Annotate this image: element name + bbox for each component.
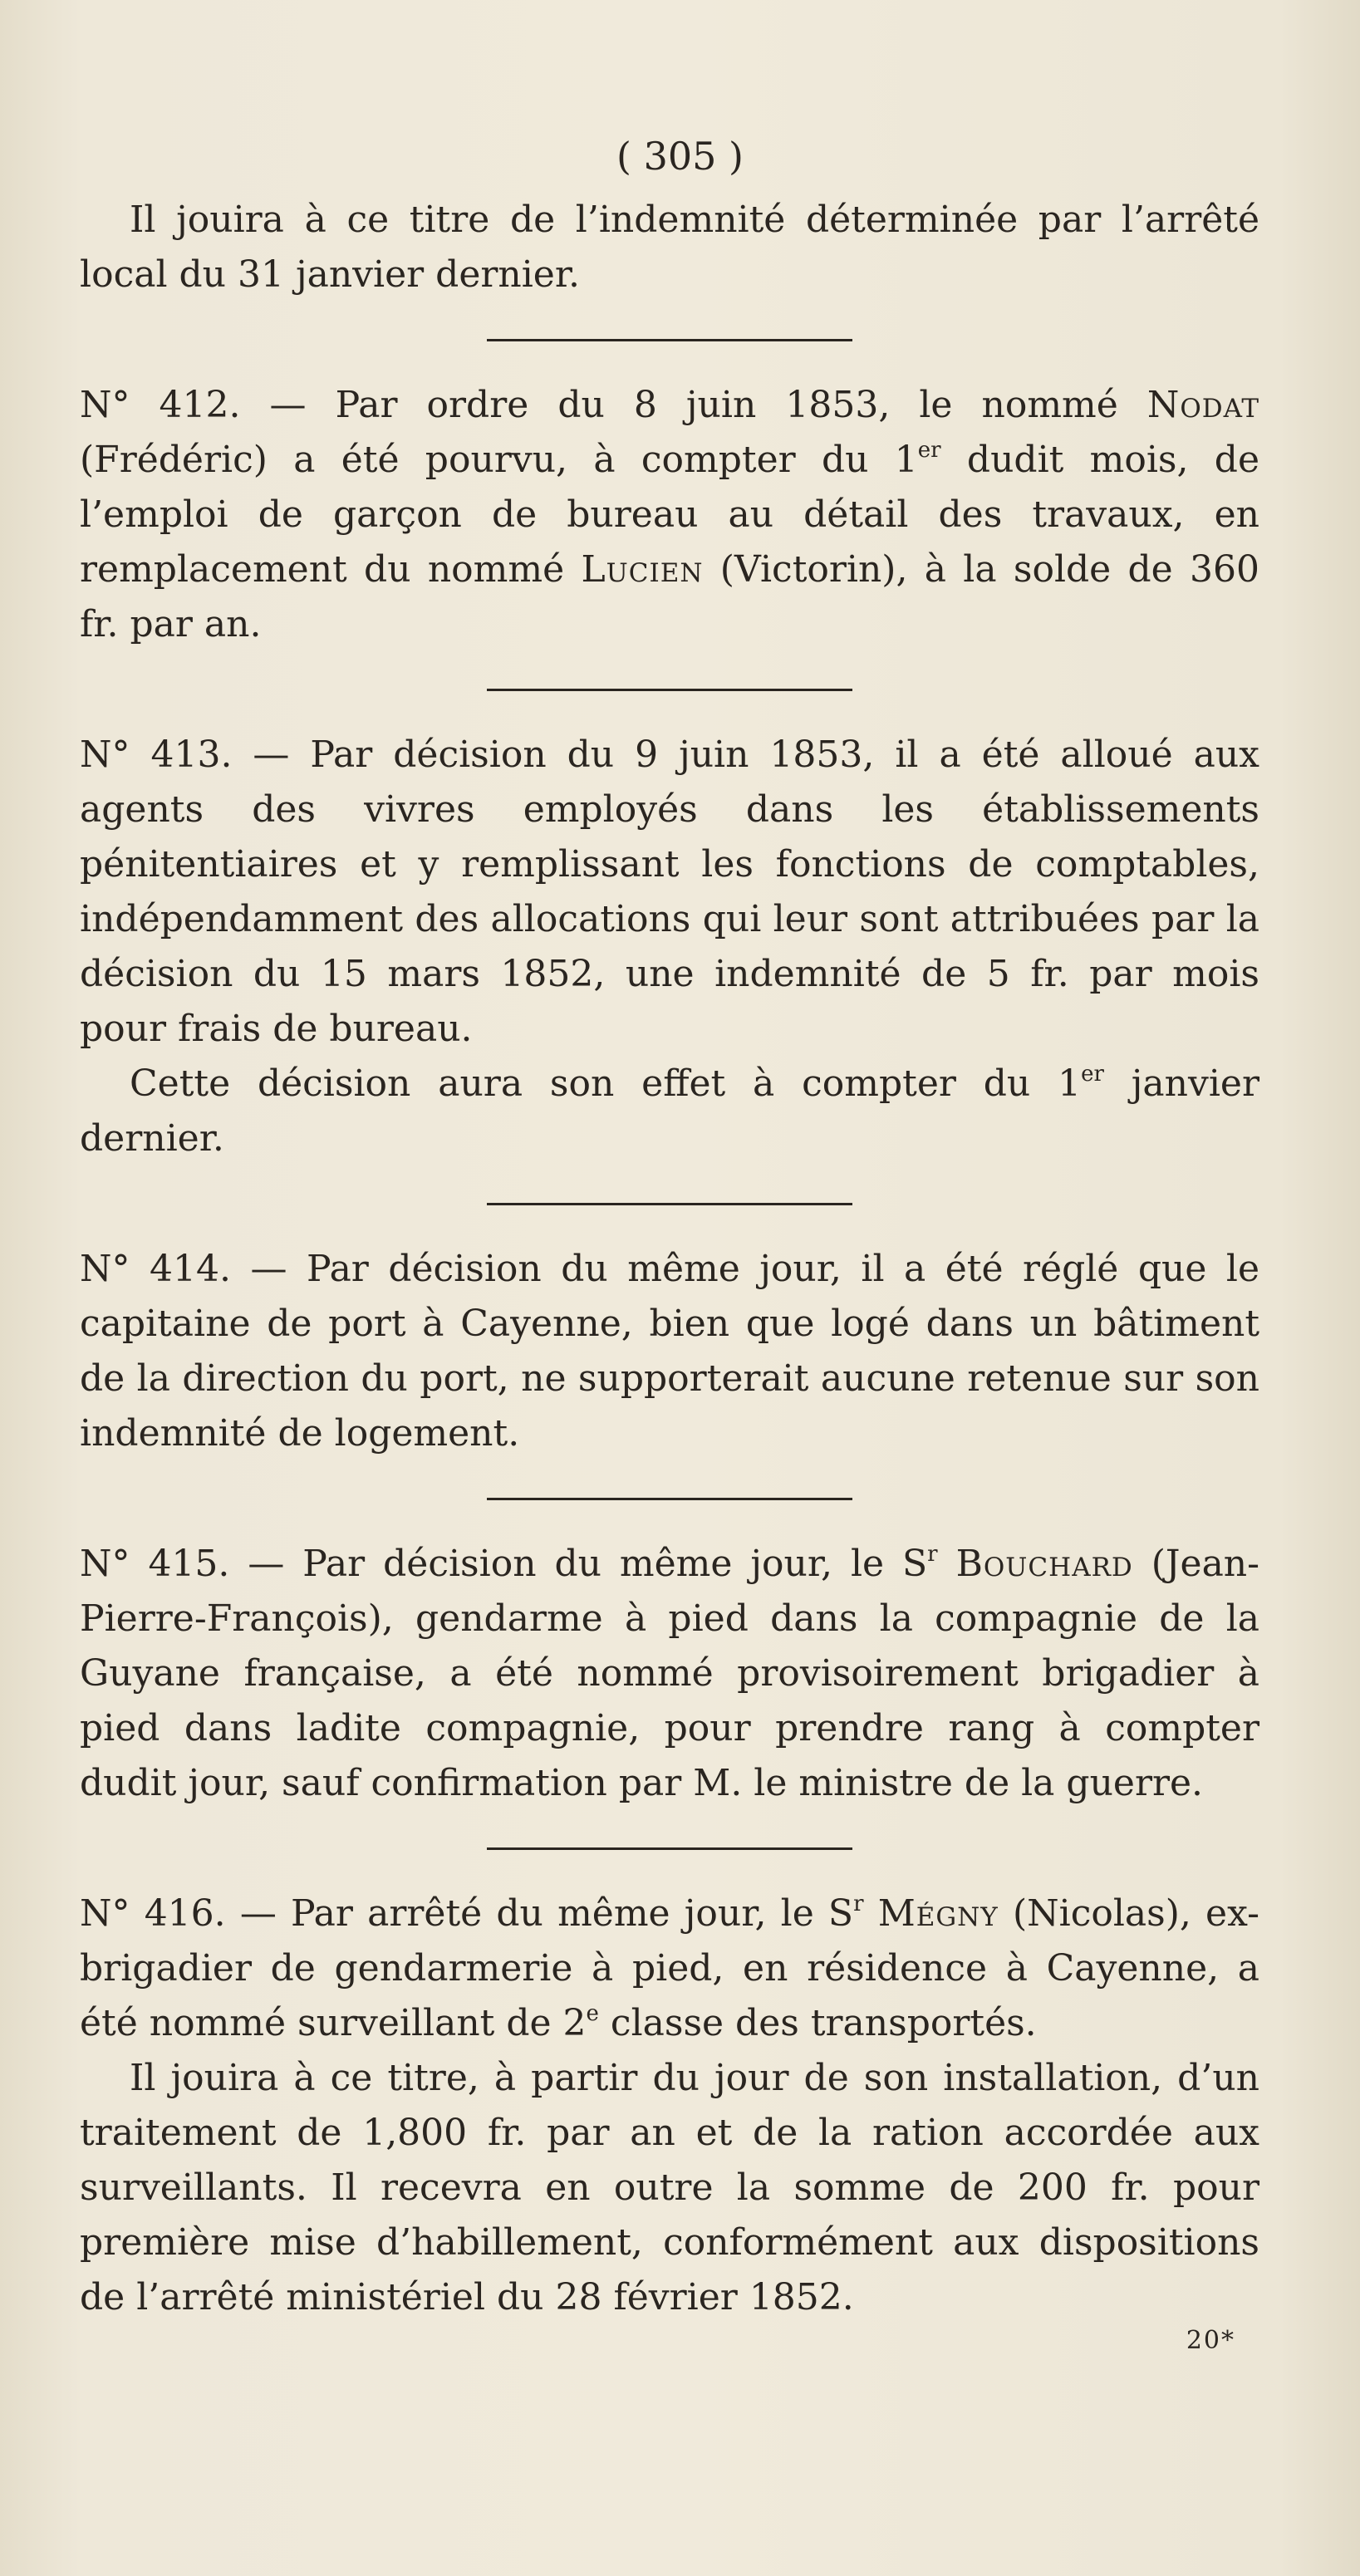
entry-416-paragraph-2: Il jouira à ce titre, à partir du jour de son installation, d’un traitement de 1,800 fr. par an et de la ration accordée aux surveillants. Il recevra en outre la somme de 200 fr. pour première mise d’habillement, conformément aux dispositions de l’arrêté ministériel du 28 février 1852.	[80, 2057, 1259, 2318]
separator-rule	[487, 1498, 852, 1500]
entry-414: N° 414. — Par décision du même jour, il a été réglé que le capitaine de port à Cayenne, bien que logé dans un bâtiment de la direction du port, ne supporterait aucune retenue sur son indemnité de logement.	[80, 1248, 1259, 1455]
person-name: Lucien	[581, 548, 704, 591]
entry-number: N° 416.	[80, 1892, 226, 1935]
separator-rule	[487, 689, 852, 691]
entry-number: N° 415.	[80, 1543, 230, 1585]
entry-412: N° 412. — Par ordre du 8 juin 1853, le nommé Nodat (Frédéric) a été pourvu, à compter du 1er dudit mois, de l’emploi de garçon de bureau au détail des travaux, en remplacement du nommé Lucien (Victorin), à la solde de 360 fr. par an.	[80, 384, 1259, 645]
separator-rule	[487, 1847, 852, 1850]
intro-paragraph: Il jouira à ce titre de l’indemnité déterminée par l’arrêté local du 31 janvier dernier.	[80, 199, 1259, 296]
entry-413-paragraph-2: Cette décision aura son effet à compter du 1er janvier dernier.	[80, 1062, 1260, 1160]
separator-rule	[487, 339, 852, 341]
person-name: Bouchard	[955, 1543, 1133, 1585]
entry-number: N° 412.	[80, 384, 241, 426]
entry-416: N° 416. — Par arrêté du même jour, le $S^r$ Mégny (Nicolas), ex-brigadier de gendarmerie à pied, en résidence à Cayenne, a été nommé surveillant de 2e classe des transportés.	[80, 1892, 1259, 2044]
text-column	[80, 193, 1259, 2325]
entry-415: N° 415. — Par décision du même jour, le $S^r$ Bouchard (Jean-Pierre-François), gendarme à pied dans la compagnie de la Guyane française, a été nommé provisoirement brigadier à pied dans ladite compagnie, pour prendre rang à compter dudit jour, sauf confirmation par M. le ministre de la guerre.	[80, 1542, 1260, 1804]
signature-mark: 20*	[1186, 2326, 1235, 2355]
separator-rule	[487, 1203, 852, 1205]
person-name: Mégny	[877, 1892, 999, 1935]
entry-number: N° 414.	[80, 1248, 231, 1290]
person-name: Nodat	[1146, 384, 1259, 426]
page-number: ( 305 )	[616, 134, 744, 179]
entry-number: N° 413.	[80, 734, 233, 776]
entry-413: N° 413. — Par décision du 9 juin 1853, il a été alloué aux agents des vivres employés dans les établissements pénitentiaires et y remplissant les fonctions de comptables, indépendamment des allocations qui leur sont attribuées par la décision du 15 mars 1852, une indemnité de 5 fr. par mois pour frais de bureau.	[80, 734, 1259, 1050]
